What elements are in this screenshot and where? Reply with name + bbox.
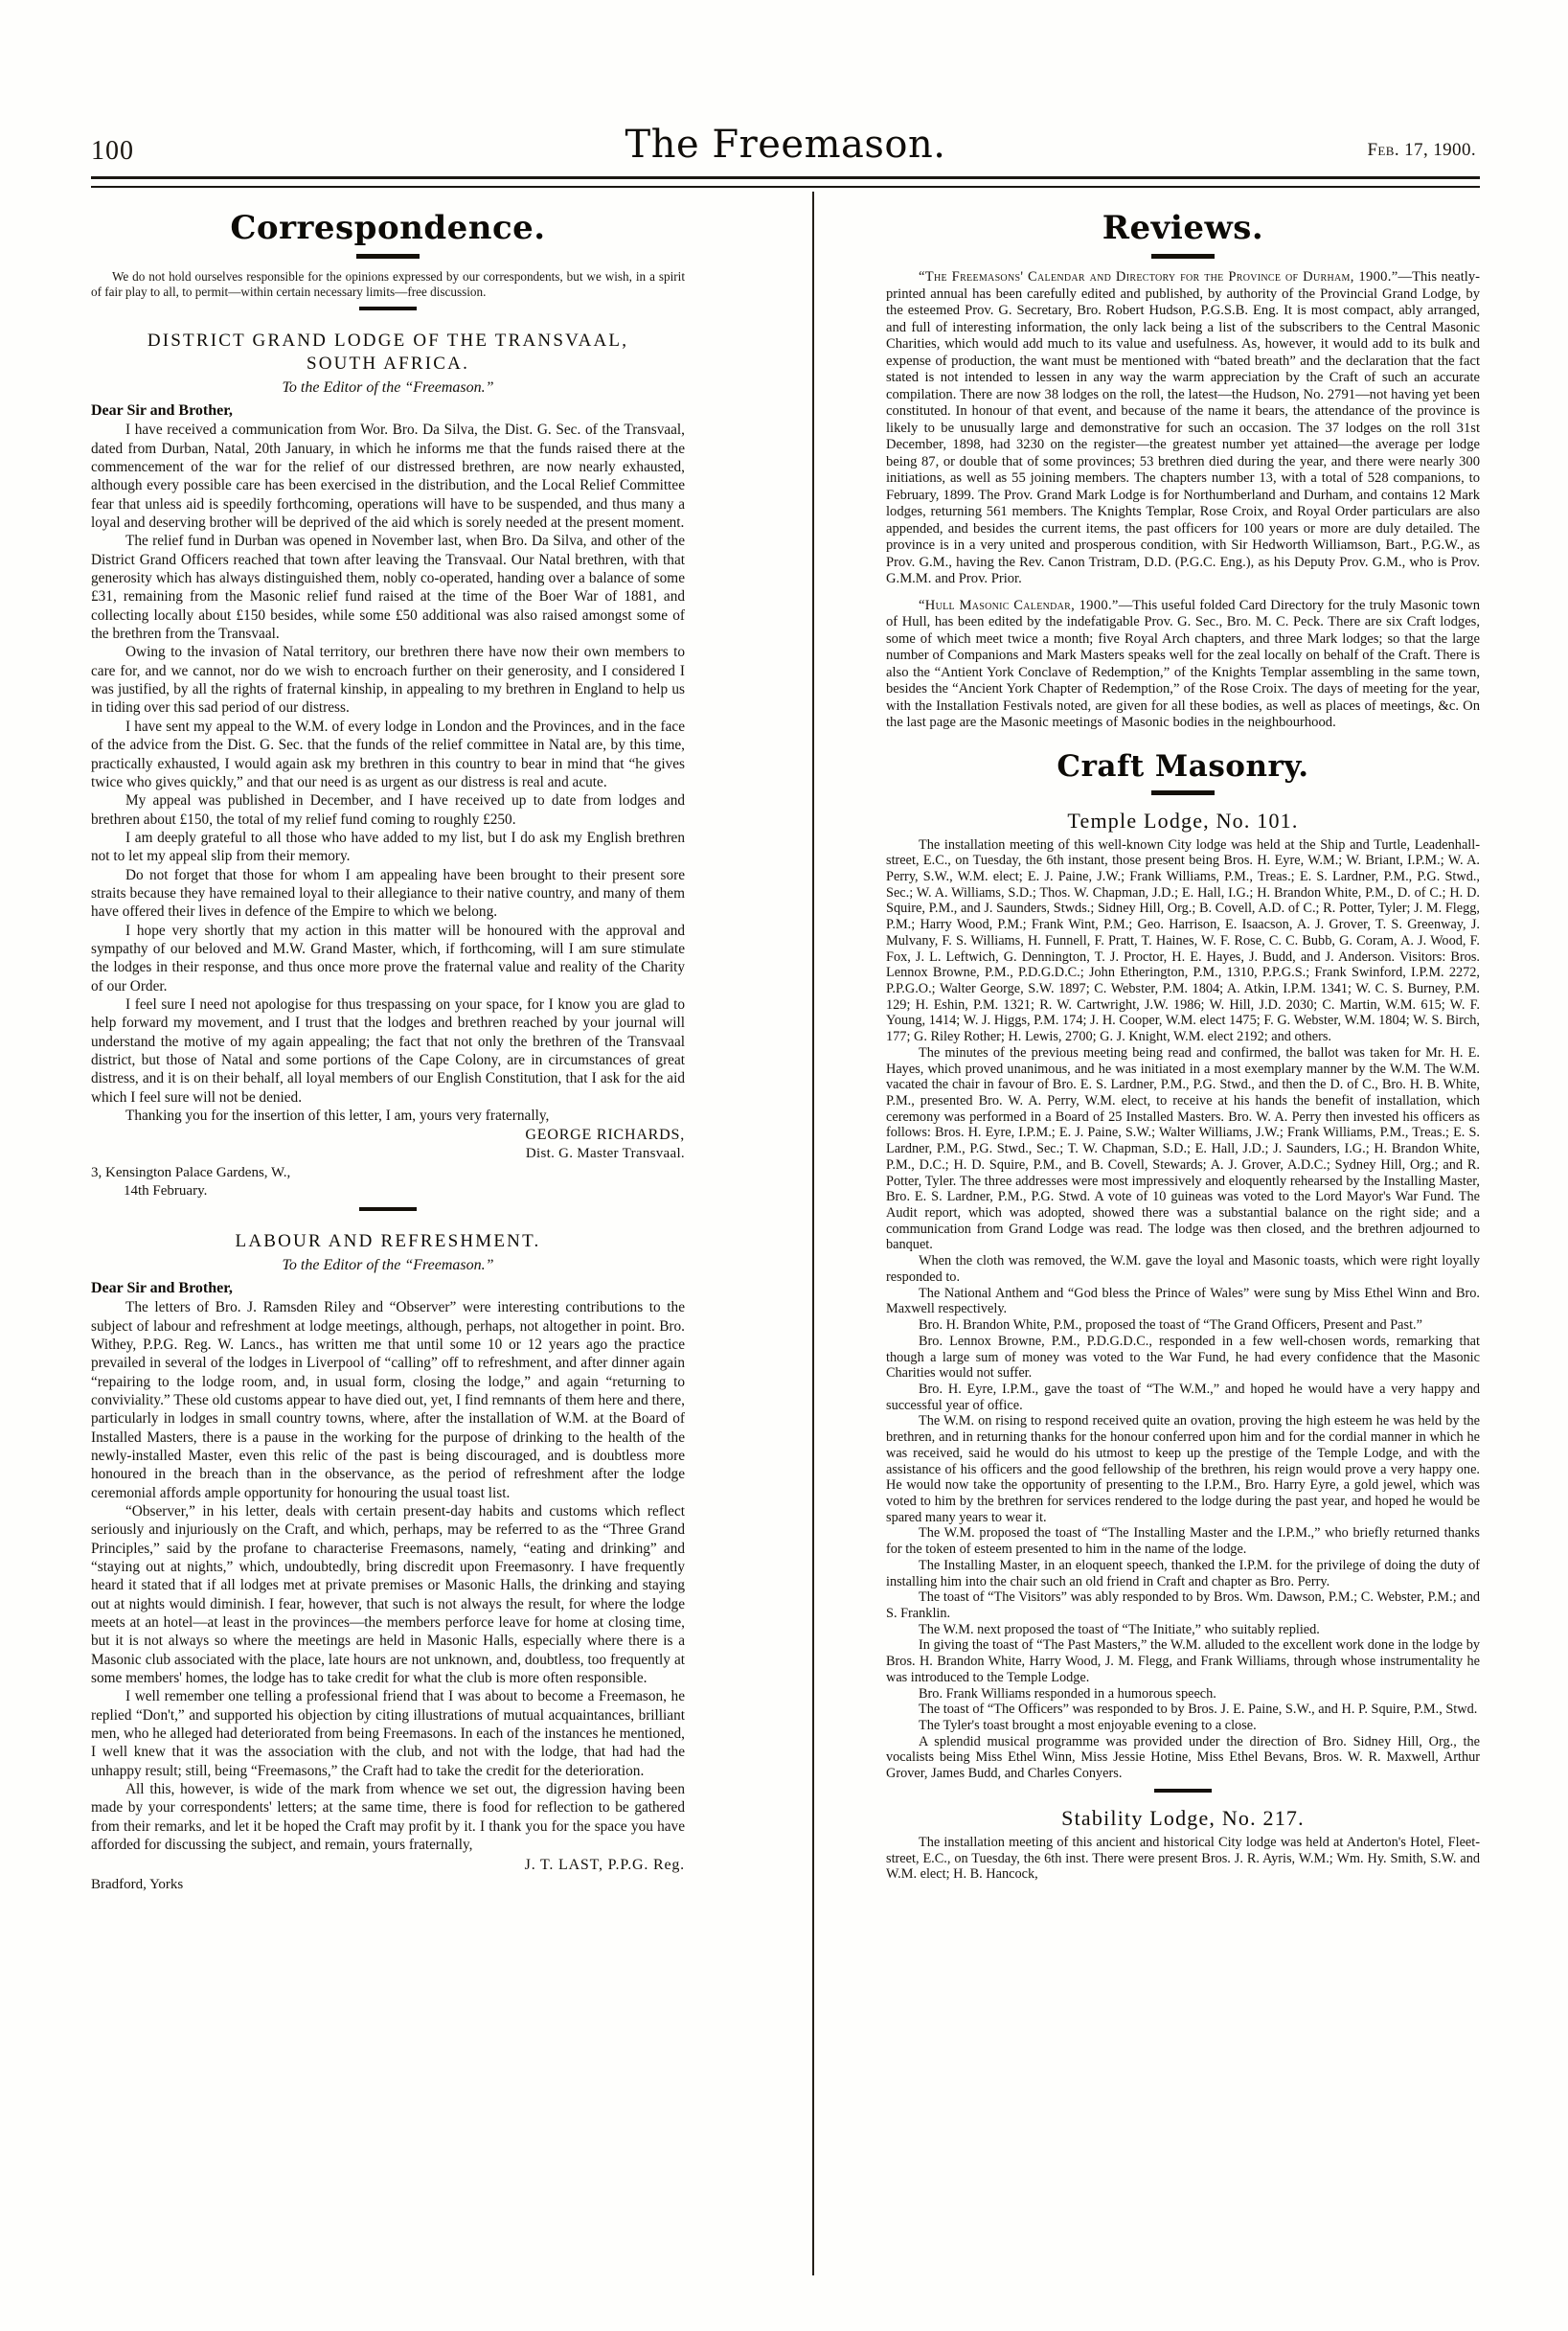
lodge-paragraph: The National Anthem and “God bless the Prince of Wales” were sung by Miss Ethel Winn and Bro. Maxwell respectively. (886, 1285, 1480, 1317)
left-column (91, 192, 685, 2280)
review-item (886, 269, 1480, 588)
letter-1-paragraph: The relief fund in Durban was opened in November last, when Bro. Da Silva, and other of the District Grand Officers reached that town after leaving the Transvaal. Our Natal brethren, with that generosity which has always distinguished them, nobly co-operated, handing over a balance of some £31, remaining from the Masonic relief fund raised at the time of the Boer War of 1881, and collecting locally about £150 besides, while some £50 additional was also raised amongst some of the brethren from the Transvaal. (91, 533, 685, 643)
letter-1-address (91, 1164, 685, 1200)
lodge-paragraph: Bro. Frank Williams responded in a humorous speech. (919, 1685, 1216, 1702)
issue-date: Feb. 17, 1900. (1367, 140, 1476, 160)
letter-1-address-line1: 3, Kensington Palace Gardens, W., (91, 1165, 291, 1181)
publication-title: The Freemason. (625, 123, 946, 167)
heading-rule (356, 254, 420, 259)
masthead-rule (91, 176, 1480, 188)
letter-1-salutation: Dear Sir and Brother, (91, 402, 233, 420)
letter-2-address: Bradford, Yorks (91, 1876, 184, 1892)
letter-2-heading: LABOUR AND REFRESHMENT. (235, 1230, 541, 1251)
letter-1-paragraph: I have sent my appeal to the W.M. of every lodge in London and the Provinces, and in the face of the advice from the Dist. G. Sec. that the funds of the relief committee in Natal are, by this time, practically exhausted, I would again ask my brethren in this country to bear in mind that “he gives twice who gives quickly,” and that our need is as urgent as our distress is real and acute. (91, 718, 685, 790)
lodge-heading-temple: Temple Lodge, No. 101. (1067, 808, 1299, 833)
letter-2-paragraph: The letters of Bro. J. Ramsden Riley and “Observer” were interesting contributions to the subject of labour and refreshment at lodge meetings, although, perhaps, not altogether in point. Bro. Withey, P.P.G. Reg. W. Lancs., has written me that until some 10 or 12 years ago the practice prevailed in several of the lodges in Liverpool of “calling” off to refreshment, and after dinner again “repairing to the lodge room, and, in usual form, closing the lodge,” and again “returning to conviviality.” These old customs appear to have died out, yet, I find remnants of them here and there, particularly in lodges in small country towns, where, after the installation of W.M. at the Board of Installed Masters, there is a pause in the working for the purpose of drinking to the health of the newly-installed Master, even this relic of the past is being discouraged, and is doubtless more honoured in the breach than in the observance, as the period of refreshment after the lodge ceremonial affords ample opportunity for honouring the usual toast list. (91, 1299, 685, 1501)
lodge-paragraph: In giving the toast of “The Past Masters,” the W.M. alluded to the excellent work done in the lodge by Bros. H. Brandon White, Harry Wood, J. M. Flegg, and Frank Williams, through whose instrumentality he was introduced to the Temple Lodge. (886, 1637, 1480, 1685)
letter-1-paragraph: Owing to the invasion of Natal territory, our brethren there have now their own members to care for, and we cannot, nor do we wish to encroach further on their generosity, and I considered I was justified, by all the rights of fraternal kinship, in appealing to my brethren in England to help us in tiding over this sad period of our distress. (91, 644, 685, 717)
letter-1-heading-line2: SOUTH AFRICA. (306, 354, 470, 374)
letter-1-to-editor: To the Editor of the “Freemason.” (282, 379, 494, 397)
correspondence-disclaimer: We do not hold ourselves responsible for the opinions expressed by our correspondents, but we wish, in a spirit of fair play to all, to permit—within certain necessary limits—free discussion. (91, 269, 685, 299)
lodge-paragraph: Bro. H. Eyre, I.P.M., gave the toast of “The W.M.,” and hoped he would have a very happy and successful year of office. (886, 1381, 1480, 1413)
letter-1-paragraph: I hope very shortly that my action in this matter will be honoured with the approval and sympathy of our beloved and M.W. Grand Master, which, if forthcoming, will I am sure stimulate the lodges in their response, and thus once more prove the fraternal value and reality of the Charity of our Order. (91, 922, 685, 994)
lodge-paragraph: The minutes of the previous meeting being read and confirmed, the ballot was taken for Mr. H. E. Hayes, which proved unanimous, and he was initiated in a most exemplary manner by the W.M. The W.M. vacated the chair in favour of Bro. E. S. Lardner, P.M., P.G. Stwd., and then the D. of C., Bro. H. B. White, P.M., presented Bro. W. A. Perry, W.M. elect, to receive at his hands the benefit of installation, which ceremony was performed in a Board of 25 Installed Masters. Bro. W. A. Perry then invested his officers as follows: Bros. H. Eyre, I.P.M.; E. J. Paine, S.W.; Walter Williams, J.W.; Frank Williams, P.M., Treas.; E. S. Lardner, P.M., P.G. Stwd., Sec.; T. W. Chapman, S.D.; E. Hall, J.D.; J. Saunders, I.G.; H. Brandon White, P.M., D.C.; H. D. Squire, P.M., and B. Covell, Stewards; A. J. Grover, A.D.C.; Sydney Hill, Org.; and R. Potter, Tyler. The three addresses were most impressively and eloquently rehearsed by the Installing Master, Bro. E. S. Lardner, P.M., P.G. Stwd. A vote of 10 guineas was voted to the Lord Mayor's War Fund. The Audit report, which was adopted, showed there was a substantial balance on the right side; and a communication from Grand Lodge was read. The lodge was then closed, and the brethren adjourned to banquet. (886, 1044, 1480, 1253)
lodge-paragraph: The installation meeting of this well-known City lodge was held at the Ship and Turtle, Leadenhall-street, E.C., on Tuesday, the 6th instant, those present being Bros. H. Eyre, W.M.; W. Briant, I.P.M.; W. A. Perry, S.W., W.M. elect; E. J. Paine, J.W.; Frank Williams, P.M., Treas.; E. S. Lardner, P.M., P.G. Stwd., Sec.; W. A. Williams, S.D.; Thos. W. Chapman, J.D.; E. Hall, I.G.; H. Brandon White, P.M., D. of C.; H. D. Squire, P.M., and J. Saunders, Stwds.; Sidney Hill, Org.; B. Covell, A.D. of C.; R. Potter, Tyler; J. M. Flegg, P.M.; Harry Wood, P.M.; Frank Wint, P.M.; Geo. Harrison, E. Isaacson, A. J. Grover, T. S. Greenway, J. Mulvany, F. S. Williams, H. Funnell, F. Pratt, T. Haines, W. F. Rose, C. C. Bubb, G. Coram, A. J. Wood, F. Fox, J. L. Leftwich, G. Dennington, T. J. Proctor, H. E. Hayes, J. Budd, and J. Anderson. Visitors: Bros. Lennox Browne, P.M., P.D.G.D.C.; John Etherington, P.M., 1310, P.P.G.S.; Frank Swinford, I.P.M. 2272, P.P.G.O.; Walter George, S.W. 1897; C. Webster, P.M. 1804; A. Atkin, I.P.M. 1341; W. C. S. Burney, P.M. 129; H. Eshin, P.M. 1321; R. W. Cartwright, J.W. 1986; W. Hill, J.D. 2030; C. Martin, W.M. 615; W. F. Young, 1414; W. J. Higgs, P.M. 174; J. H. Cooper, W.M. elect 1475; F. G. Webster, W.M. 1804; W. S. Birch, 177; G. Riley Rother; H. Lewis, 2700; G. J. Knight, W.M. elect 2192; and others. (886, 836, 1480, 1045)
letter-1-signature: GEORGE RICHARDS, (525, 1127, 685, 1144)
column-area (91, 192, 1480, 2280)
section-heading-reviews: Reviews. (1102, 209, 1264, 247)
letter-1-paragraph: My appeal was published in December, and I have received up to date from lodges and brethren about £150, the total of my relief fund coming to roughly £250. (91, 792, 685, 828)
letter-2-paragraph: I well remember one telling a professional friend that I was about to become a Freemason, he replied “Don't,” and supported his objection by citing illustrations of mutual acquaintances, brilliant men, who he alleged had deteriorated from being Freemasons. In each of the instances he mentioned, I well knew that it was the association with the club, and not with the lodge, that had had the unhappy result; still, being “Freemasons,” the Craft had to take the credit for the deterioration. (91, 1688, 685, 1779)
right-column (886, 192, 1480, 2280)
section-heading-craft-masonry: Craft Masonry. (1057, 748, 1309, 784)
page-folio-number: 100 (91, 136, 134, 166)
review-1-title: “The Freemasons' Calendar and Directory for the Province of Durham, 1900.” (919, 269, 1398, 285)
craft-heading-rule (1151, 790, 1215, 795)
letter-1-heading (91, 330, 685, 377)
lodge-paragraph: Bro. H. Brandon White, P.M., proposed the toast of “The Grand Officers, Present and Past.” (919, 1317, 1422, 1334)
review-2-title: “Hull Masonic Calendar, 1900.” (919, 597, 1119, 613)
letter-2-paragraph: “Observer,” in his letter, deals with certain present-day habits and customs which reflect seriously and injuriously on the Craft, and which, perhaps, may be referred to as the “Three Grand Principles,” said by the profane to characterise Freemasons, namely, “eating and drinking” and “staying out at nights,” which, undoubtedly, bring discredit upon Freemasonry. I have frequently heard it stated that if all lodges met at private premises or Masonic Halls, the drinking and staying out at nights would diminish. I fear, however, that such is not always the result, for where the lodge meets at an hotel—at least in the provinces—the members perforce leave for home at closing time, but it is not always so where the meetings are held in Masonic Halls, especially where there is a Masonic club associated with the place, late hours are not unknown, and, doubtless, too frequently at some members' homes, the lodge has to take credit for what the club is more often responsible. (91, 1502, 685, 1687)
review-2-text: —This useful folded Card Directory for the truly Masonic town of Hull, has been edited by the indefatigable Prov. G. Sec., Bro. M. C. Peck. There are six Craft lodges, some of which meet twice a month; five Royal Arch chapters, and three Mark lodges; so that the large number of Companions and Mark Masters speaks well for the zeal locally on behalf of the Craft. There is also the “Antient York Conclave of Redemption,” of the Knights Templar assembling in the same town, besides the “Ancient York Chapter of Redemption,” of the Rose Croix. The days of meeting for the year, with the Installation Festivals noted, are given for all these bodies, as well as places of meetings, &c. On the last page are the Masonic meetings of Masonic bodies in the neighbourhood. (886, 597, 1480, 730)
letter-2-paragraph: All this, however, is wide of the mark from whence we set out, the digression having been made by your correspondents' letters; at the same time, there is food for reflection to be gathered from their remarks, and let it be hoped the Craft may profit by it. I thank you for the space you have afforded for discussing the subject, and remain, yours fraternally, (91, 1781, 685, 1854)
letter-2-salutation: Dear Sir and Brother, (91, 1280, 233, 1297)
masthead (91, 123, 1480, 172)
section-heading-correspondence: Correspondence. (230, 209, 546, 247)
reviews-heading-rule (1151, 254, 1215, 259)
letter-1-paragraph: I have received a communication from Wor. Bro. Da Silva, the Dist. G. Sec. of the Transvaal, dated from Durban, Natal, 20th January, in which he informs me that the funds raised there at the commencement of the war for the relief of our distressed brethren, are now nearly exhausted, although every possible care has been exercised in the distribution, and the Local Relief Committee fear that unless aid is speedily forthcoming, operations will have to be suspended, and thus many a loyal and deserving brother will be deprived of the aid which is sorely needed at the present moment. (91, 422, 685, 532)
review-item (886, 598, 1480, 732)
lodge-paragraph: The Tyler's toast brought a most enjoyable evening to a close. (919, 1718, 1257, 1734)
letter-2-to-editor: To the Editor of the “Freemason.” (282, 1257, 494, 1274)
letter-1-paragraph: Thanking you for the insertion of this letter, I am, yours very fraternally, (125, 1108, 550, 1125)
lodge-paragraph: Bro. Lennox Browne, P.M., P.D.G.D.C., responded in a few well-chosen words, remarking that though a large sum of money was voted to the War Fund, he had every confidence that the Masonic Charities would not suffer. (886, 1333, 1480, 1382)
lodge-paragraph: The W.M. proposed the toast of “The Installing Master and the I.P.M.,” who briefly returned thanks for the token of esteem presented to him in the name of the lodge. (886, 1525, 1480, 1558)
lodge-paragraph: The W.M. on rising to respond received quite an ovation, proving the high esteem he was held by the brethren, and in returning thanks for the honour conferred upon him and for the cordial manner in which he was received, said he would do his utmost to keep up the prestige of the Temple Lodge, and with the assistance of his officers and the good fellowship of the brethren, his reign would prove a very happy one. He would now take the opportunity of presenting to the I.P.M., Bro. Harry Eyre, a gold jewel, which was voted to him by the brethren for services rendered to the lodge during the past year, and hoped he would be spared many years to wear it. (886, 1413, 1480, 1525)
letter-separator-rule (359, 1207, 417, 1211)
lodge-paragraph: The toast of “The Officers” was responded to by Bros. J. E. Paine, S.W., and H. P. Squire, P.M., Stwd. (919, 1702, 1478, 1718)
lodge-paragraph: When the cloth was removed, the W.M. gave the loyal and Masonic toasts, which were right loyally responded to. (886, 1253, 1480, 1285)
lodge-paragraph: A splendid musical programme was provided under the direction of Bro. Sidney Hill, Org., the vocalists being Miss Ethel Winn, Miss Jessie Hotine, Miss Ethel Bevans, Bros. W. R. Maxwell, Arthur Grover, James Budd, and Charles Conyers. (886, 1733, 1480, 1782)
review-1-text: —This neatly-printed annual has been carefully edited and published, by authority of the Provincial Grand Lodge, by the esteemed Prov. G. Secretary, Bro. Robert Hudson, P.G.S.B. Eng. It is most compact, ably arranged, and full of interesting information, the only lack being a list of the subscribers to the Central Masonic Charities, which would add much to its value and usefulness. As, however, it would add to its bulk and expense of production, the want must be mentioned with “bated breath” and the declaration that the fact stated is not intended to lessen in any way the warm appreciation by the Craft of such an accurate compilation. There are now 38 lodges on the roll, the latest—the Hudson, No. 2791—not having yet been constituted. In honour of that event, and because of the name it bears, the attendance of the province is likely to be unusually large and demonstrative for such an occasion. The 37 lodges on the roll 31st December, 1898, had 3230 on the register—the greatest number yet attained—the average per lodge being 87, or double that of some provinces; 53 brethren died during the year, and there were nearly 300 initiations, as well as 55 joining members. The chapters number 13, with a total of 528 companions, to February, 1899. The Prov. Grand Mark Lodge is for Northumberland and Durham, and contains 12 Mark lodges, returning 561 members. The Knights Templar, Rose Croix, and Royal Order particulars are also appended, and besides the current items, the past officers for 100 years or more are duly detailed. The province is in a very united and prosperous condition, with Sir Hedworth Williamson, Bart., P.G.W., as Prov. G.M., having the Rev. Canon Tristram, D.D. (P.G.C. Eng.), as his Deputy Prov. G.M., who is Prov. G.M.M. and Prov. Prior. (886, 269, 1480, 586)
letter-1-paragraph: Do not forget that those for whom I am appealing have been brought to their present sore straits because they have remained loyal to their allegiance to their native country, and many of them have offered their lives in defence of the Empire to which we belong. (91, 866, 685, 921)
letter-1-address-line2: 14th February. (124, 1183, 208, 1200)
letter-1-paragraph: I feel sure I need not apologise for thus trespassing on your space, for I know you are glad to help forward my movement, and I trust that the lodges and brethren reached by your journal will understand the motive of my again appealing; the fact that not only the brethren of the Transvaal district, but those of Natal and some portions of the Cape Colony, are in circumstances of great distress, and it is on their behalf, all loyal members of our English Constitution, that I ask for the aid which I feel sure will not be denied. (91, 995, 685, 1106)
lodge-paragraph: The installation meeting of this ancient and historical City lodge was held at Anderton's Hotel, Fleet-street, E.C., on Tuesday, the 6th inst. There were present Bros. J. R. Ayris, W.M.; Wm. Hy. Smith, S.W. and W.M. elect; H. B. Hancock, (886, 1834, 1480, 1883)
letter-1-heading-line1: DISTRICT GRAND LODGE OF THE TRANSVAAL, (147, 330, 629, 351)
disclaimer-rule (359, 307, 417, 310)
column-divider (812, 192, 814, 2275)
lodge-paragraph: The Installing Master, in an eloquent speech, thanked the I.P.M. for the privilege of doing the duty of installing him into the chair such an old friend in Craft and chapter as Bro. Perry. (886, 1557, 1480, 1589)
letter-1-signature-title: Dist. G. Master Transvaal. (525, 1146, 685, 1162)
letter-1-paragraph: I am deeply grateful to all those who have added to my list, but I do ask my English brethren not to let my appeal slip from their memory. (91, 829, 685, 865)
lodge-separator-rule (1154, 1789, 1212, 1793)
lodge-heading-stability: Stability Lodge, No. 217. (1061, 1805, 1305, 1830)
letter-2-signature: J. T. LAST, P.P.G. Reg. (524, 1856, 685, 1873)
lodge-paragraph: The W.M. next proposed the toast of “The Initiate,” who suitably replied. (919, 1621, 1320, 1637)
lodge-paragraph: The toast of “The Visitors” was ably responded to by Bros. Wm. Dawson, P.M.; C. Webster, P.M.; and S. Franklin. (886, 1589, 1480, 1621)
